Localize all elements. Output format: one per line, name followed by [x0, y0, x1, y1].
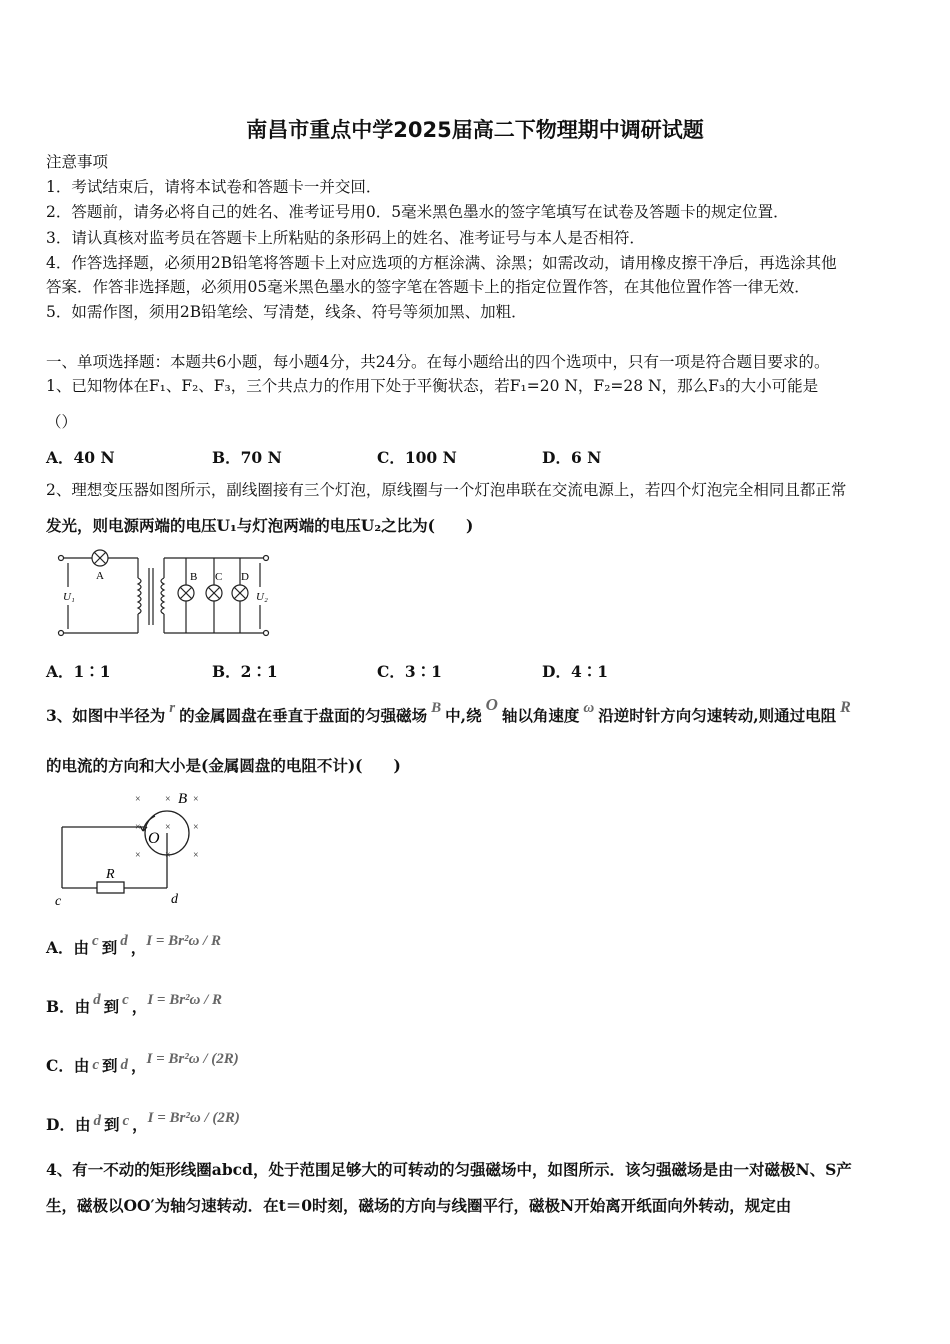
svg-text:×: × [193, 850, 199, 861]
resistor-symbol: R [840, 699, 851, 716]
svg-text:×: × [165, 850, 171, 861]
option-text: 到 [101, 938, 118, 957]
current-formula: I = Br²ω / R [146, 933, 221, 949]
fig-d-label: d [171, 892, 178, 907]
option-text: 到 [103, 1115, 120, 1134]
q2-option-d: D．4∶1 [542, 662, 609, 681]
q3-option-a [46, 933, 221, 958]
svg-text:×: × [165, 822, 171, 833]
q3-text: 3、如图中半径为 [46, 706, 166, 725]
q3-option-c [46, 1051, 239, 1076]
q3-stem-line2: 的电流的方向和大小是(金属圆盘的电阻不计)( ) [46, 756, 401, 775]
q3-text: 轴以角速度 [501, 706, 580, 725]
option-comma: ， [132, 1115, 148, 1134]
q2-option-c: C．3∶1 [377, 662, 442, 681]
lamp-b-label: B [190, 571, 198, 583]
point-from: c [92, 1057, 100, 1073]
section-heading: 一、单项选择题：本题共6小题，每小题4分，共24分。在每小题给出的四个选项中，只有一项是符合题目要求的。 [46, 353, 830, 371]
point-from: c [92, 933, 99, 949]
q2-stem-line2: 发光，则电源两端的电压U₁与灯泡两端的电压U₂之比为( ) [46, 516, 474, 535]
q1-option-a: A．40 N [46, 448, 115, 467]
notice-heading: 注意事项 [46, 153, 109, 171]
notice-item: 2．答题前，请务必将自己的姓名、准考证号用0．5毫米黑色墨水的签字笔填写在试卷及答题卡的规定位置． [46, 203, 789, 221]
option-comma: ， [130, 938, 147, 957]
notice-item: 4．作答选择题，必须用2B铅笔将答题卡上对应选项的方框涂满、涂黑；如需改动，请用橡皮擦干净后，再选涂其他 [46, 254, 837, 272]
q1-stem: 1、已知物体在F₁、F₂、F₃，三个共点力的作用下处于平衡状态，若F₁=20 N，F₂=28 N，那么F₃的大小可能是 [46, 377, 819, 395]
q3-text: 沿逆时针方向匀速转动,则通过电阻 [598, 706, 837, 725]
fig-c-label: c [55, 894, 62, 909]
svg-text:×: × [165, 794, 171, 805]
point-to: d [120, 1057, 129, 1073]
lamp-d-label: D [241, 571, 249, 583]
omega-symbol: ω [583, 700, 595, 716]
q4-stem-line1: 4、有一不动的矩形线圈abcd，处于范围足够大的可转动的匀强磁场中，如图所示．该匀强磁场是由一对磁极N、S产 [46, 1160, 852, 1179]
option-text: D．由 [46, 1115, 91, 1134]
lamp-a-label: A [96, 570, 104, 582]
notice-item: 1．考试结束后，请将本试卷和答题卡一并交回． [46, 178, 382, 196]
point-to: c [122, 1113, 130, 1129]
option-comma: ， [131, 997, 148, 1016]
fig-o-label: O [148, 830, 160, 847]
point-from: d [93, 1113, 101, 1129]
q1-option-d: D．6 N [542, 448, 602, 467]
notice-item: 3．请认真核对监考员在答题卡上所粘贴的条形码上的姓名、准考证号与本人是否相符． [46, 229, 645, 247]
q3-disk-diagram [50, 785, 220, 910]
option-comma: ， [131, 1056, 147, 1075]
q2-option-b: B．2∶1 [212, 662, 278, 681]
svg-text:×: × [193, 822, 199, 833]
radius-symbol: r [169, 700, 176, 716]
point-to: d [120, 933, 128, 949]
q1-option-c: C．100 N [377, 448, 457, 467]
q2-transformer-diagram [50, 543, 280, 643]
q3-text: 的金属圆盘在垂直于盘面的匀强磁场 [179, 706, 428, 725]
notice-item: 答案．作答非选择题，必须用05毫米黑色墨水的签字笔在答题卡上的指定位置作答，在其他位置作答一律无效． [46, 278, 810, 296]
current-formula: I = Br²ω / (2R) [147, 1110, 240, 1126]
q1-option-b: B．70 N [212, 448, 282, 467]
q4-stem-line2: 生，磁极以OO′为轴匀速转动．在t＝0时刻，磁场的方向与线圈平行，磁极N开始离开纸面向外转动，规定由 [46, 1196, 792, 1215]
q3-option-d [46, 1110, 240, 1135]
option-text: 到 [103, 997, 120, 1016]
field-symbol: B [431, 700, 442, 716]
axis-symbol: O [485, 695, 498, 714]
u1-label: U₁ [63, 591, 75, 603]
notice-item: 5．如需作图，须用2B铅笔绘、写清楚，线条、符号等须加黑、加粗． [46, 303, 527, 321]
point-to: c [122, 992, 129, 1008]
svg-text:×: × [135, 822, 141, 833]
current-formula: I = Br²ω / (2R) [146, 1051, 239, 1067]
point-from: d [93, 992, 101, 1008]
q2-stem-line1: 2、理想变压器如图所示，副线圈接有三个灯泡，原线圈与一个灯泡串联在交流电源上，若四个灯泡完全相同且都正常 [46, 481, 847, 499]
option-text: A．由 [46, 938, 90, 957]
fig-r-label: R [106, 867, 115, 882]
option-text: C．由 [46, 1056, 90, 1075]
option-text: 到 [102, 1056, 118, 1075]
svg-text:×: × [135, 794, 141, 805]
fig-b-label: B [178, 791, 188, 807]
page-title: 南昌市重点中学2025届高二下物理期中调研试题 [246, 118, 704, 142]
option-text: B．由 [46, 997, 91, 1016]
q3-stem-line1 [46, 695, 855, 727]
u2-label: U₂ [256, 591, 268, 603]
svg-text:×: × [135, 850, 141, 861]
current-formula: I = Br²ω / R [147, 992, 223, 1008]
q3-text: 中,绕 [445, 706, 482, 725]
svg-text:×: × [193, 794, 199, 805]
lamp-c-label: C [215, 571, 223, 583]
q2-option-a: A．1∶1 [46, 662, 111, 681]
q3-option-b [46, 992, 223, 1017]
q1-paren: （） [46, 413, 78, 431]
